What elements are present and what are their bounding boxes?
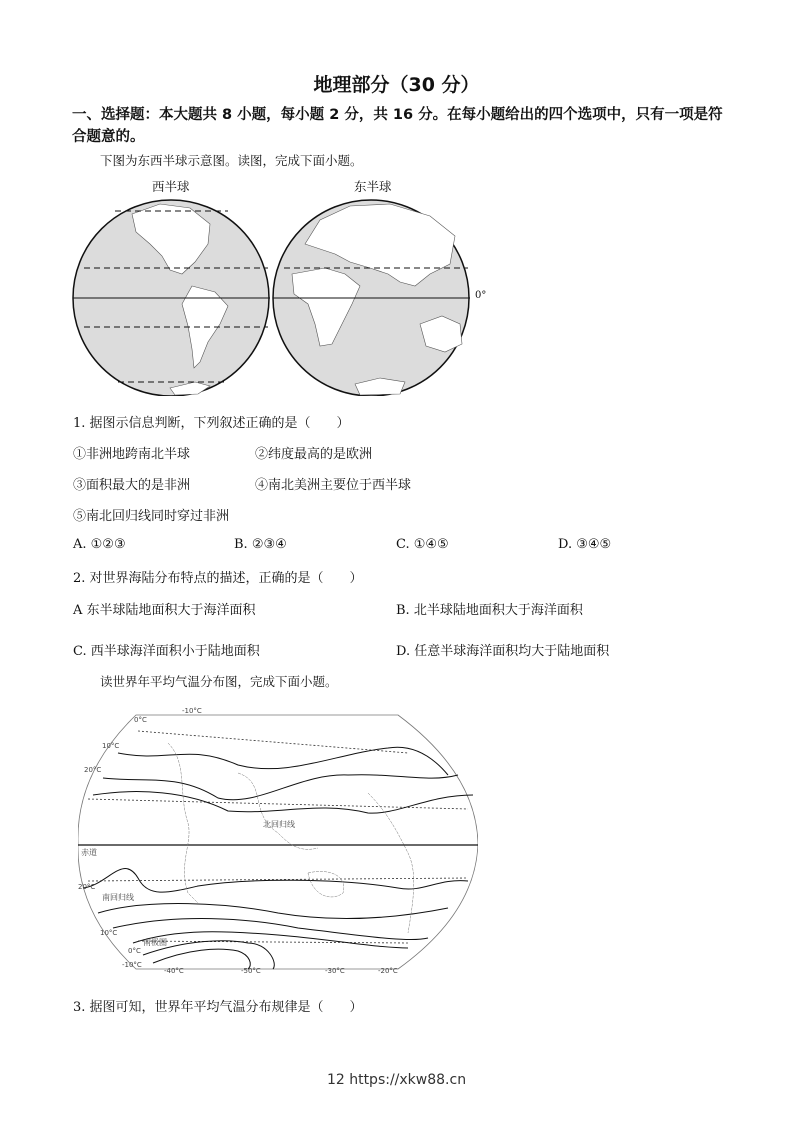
- svg-text:-10°C: -10°C: [122, 961, 142, 969]
- east-hemisphere-label: 东半球: [354, 179, 392, 194]
- q1-option-d[interactable]: D. ③④⑤: [558, 537, 612, 552]
- svg-text:南极圈: 南极圈: [143, 938, 167, 947]
- hemisphere-map: [70, 174, 490, 396]
- q1-statement-1: ①非洲地跨南北半球: [73, 447, 191, 462]
- group2-intro: 读世界年平均气温分布图，完成下面小题。: [100, 674, 338, 689]
- question-2-stem: 2. 对世界海陆分布特点的描述，正确的是（ ）: [73, 571, 363, 586]
- equator-degree-label: 0°: [475, 290, 487, 301]
- west-hemisphere-label: 西半球: [152, 179, 190, 194]
- question-3-stem: 3. 据图可知，世界年平均气温分布规律是（ ）: [73, 1000, 363, 1015]
- svg-text:南回归线: 南回归线: [102, 893, 134, 902]
- page-title: 地理部分（30 分）: [313, 74, 480, 96]
- isotherm-map-figure: [78, 703, 478, 975]
- page-footer: 12 https://xkw88.cn: [326, 1072, 467, 1088]
- svg-text:20°C: 20°C: [78, 883, 96, 891]
- question-1-stem: 1. 据图示信息判断，下列叙述正确的是（ ）: [73, 416, 350, 431]
- q1-option-b[interactable]: B. ②③④: [234, 537, 287, 552]
- svg-text:-30°C: -30°C: [325, 967, 345, 975]
- q2-option-b[interactable]: B. 北半球陆地面积大于海洋面积: [396, 603, 583, 618]
- svg-text:10°C: 10°C: [100, 929, 118, 937]
- q2-option-c[interactable]: C. 西半球海洋面积小于陆地面积: [73, 644, 260, 659]
- isotherm-map: [78, 703, 478, 975]
- group1-intro: 下图为东西半球示意图。读图，完成下面小题。: [100, 153, 363, 168]
- svg-text:北回归线: 北回归线: [263, 820, 295, 829]
- svg-text:0°C: 0°C: [128, 947, 141, 955]
- svg-text:-20°C: -20°C: [378, 967, 398, 975]
- q1-statement-5: ⑤南北回归线同时穿过非洲: [73, 509, 230, 524]
- q1-statement-3: ③面积最大的是非洲: [73, 478, 191, 493]
- section-heading: 一、选择题：本大题共 8 小题，每小题 2 分，共 16 分。在每小题给出的四个选项中，只有一项是符合题意的。: [72, 107, 723, 145]
- svg-text:20°C: 20°C: [84, 766, 102, 774]
- q2-option-d[interactable]: D. 任意半球海洋面积均大于陆地面积: [396, 644, 610, 659]
- svg-text:-50°C: -50°C: [241, 967, 261, 975]
- q1-statement-4: ④南北美洲主要位于西半球: [255, 478, 412, 493]
- q2-option-a[interactable]: A 东半球陆地面积大于海洋面积: [73, 603, 256, 618]
- q1-statement-2: ②纬度最高的是欧洲: [255, 447, 373, 462]
- label-minus10-top: -10°C: [182, 707, 202, 715]
- svg-text:0°C: 0°C: [134, 716, 147, 724]
- svg-text:10°C: 10°C: [102, 742, 120, 750]
- q1-option-a[interactable]: A. ①②③: [73, 537, 126, 552]
- svg-text:-40°C: -40°C: [164, 967, 184, 975]
- svg-text:赤道: 赤道: [81, 848, 97, 857]
- q1-option-c[interactable]: C. ①④⑤: [396, 537, 449, 552]
- hemisphere-figure: [70, 174, 490, 396]
